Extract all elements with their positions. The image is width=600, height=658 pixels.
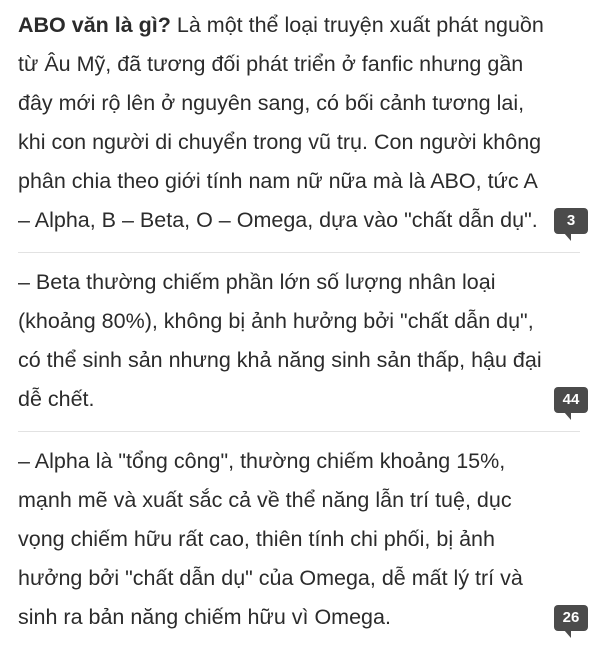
paragraph-text: – Alpha là "tổng công", thường chiếm khoảng 15%, mạnh mẽ và xuất sắc cả về thể năng lẫn trí tuệ, dục vọng chiếm hữu rất cao, thiên tính chi phối, bị ảnh hưởng bởi "chất dẫn dụ" của Omega, dễ mất lý trí và sinh ra bản năng chiếm hữu vì Omega. [18, 449, 523, 629]
comment-count-badge[interactable]: 26 [554, 605, 588, 631]
comment-count-badge[interactable]: 3 [554, 208, 588, 234]
comment-count-badge[interactable]: 44 [554, 387, 588, 413]
paragraph-divider [18, 252, 580, 253]
paragraph-text: Là một thể loại truyện xuất phát nguồn từ Âu Mỹ, đã tương đối phát triển ở fanfic nhưng gần đây mới rộ lên ở nguyên sang, có bối cảnh tương lai, khi con người di chuyển trong vũ trụ. Con người không phân chia theo giới tính nam nữ nữa mà là ABO, tức A – Alpha, B – Beta, O – Omega, dựa vào "chất dẫn dụ". [18, 13, 544, 232]
paragraph-abo-definition[interactable] [18, 6, 580, 240]
paragraph-divider [18, 431, 580, 432]
paragraph-beta[interactable] [18, 263, 580, 419]
paragraph-bold-lead: ABO văn là gì? [18, 13, 171, 37]
paragraph-alpha[interactable] [18, 442, 580, 637]
paragraph-text: – Beta thường chiếm phần lớn số lượng nhân loại (khoảng 80%), không bị ảnh hưởng bởi "chất dẫn dụ", có thể sinh sản nhưng khả năng sinh sản thấp, hậu đại dễ chết. [18, 270, 542, 411]
